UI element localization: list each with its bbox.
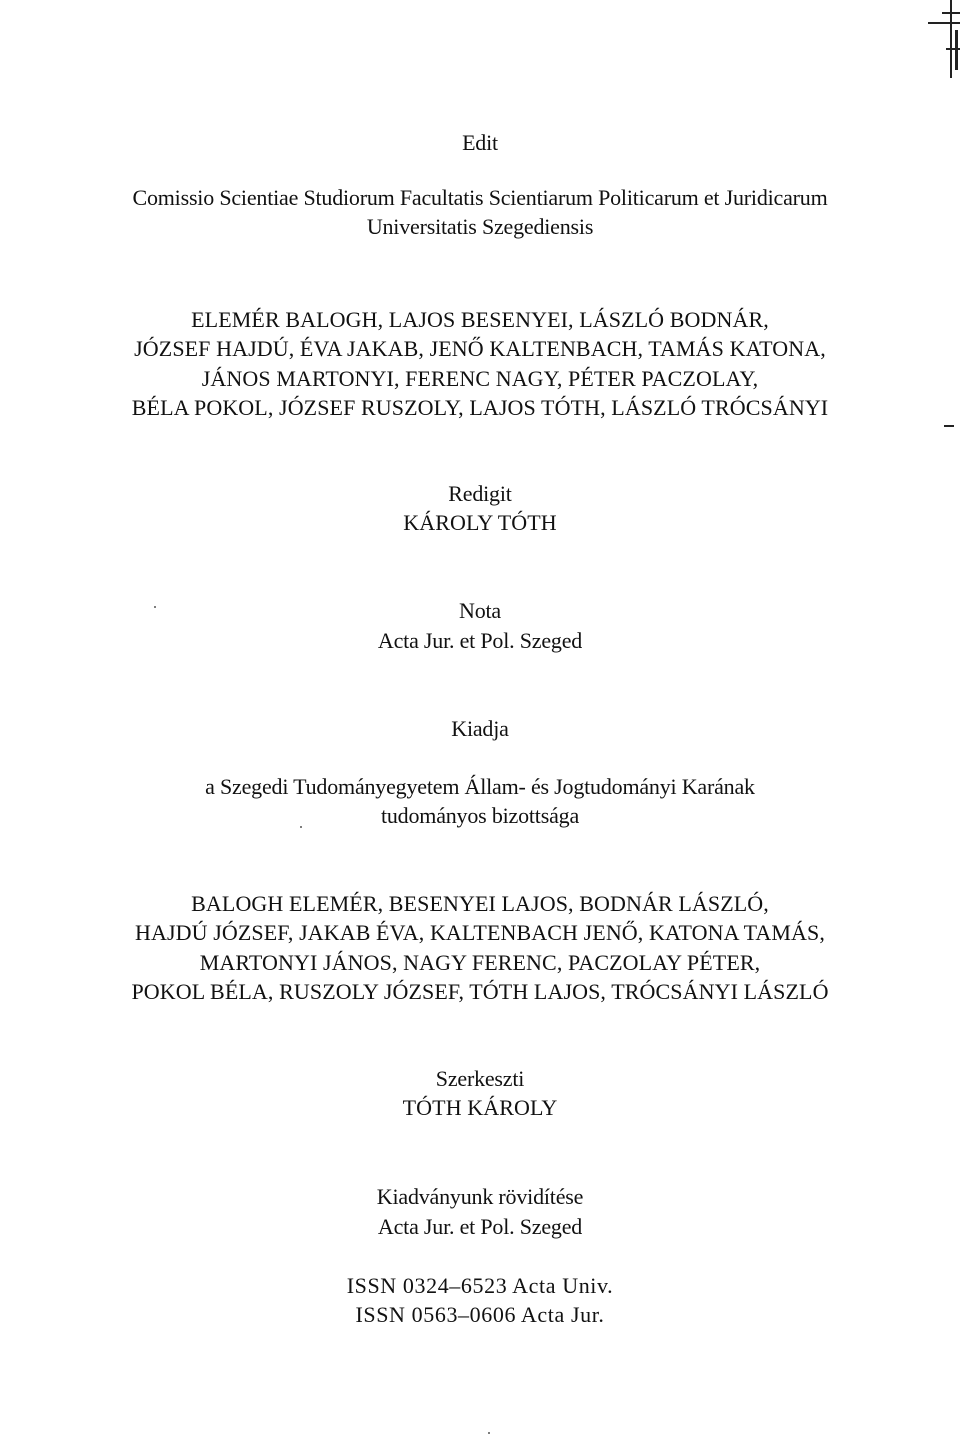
edit-label: Edit <box>462 130 498 155</box>
edit-members-line-2: JÓZSEF HAJDÚ, ÉVA JAKAB, JENŐ KALTENBACH, TAMÁS KATONA, <box>134 336 826 361</box>
publisher-line-2: tudományos bizottsága <box>380 803 580 828</box>
issn-line-2: ISSN 0563–0606 Acta Jur. <box>355 1302 605 1327</box>
issn-line-1: ISSN 0324–6523 Acta Univ. <box>346 1273 614 1298</box>
scan-artifact <box>928 22 960 24</box>
szerkeszti-label: Szerkeszti <box>435 1066 525 1091</box>
scan-speck <box>488 1432 490 1434</box>
kiadja-members-line-4: POKOL BÉLA, RUSZOLY JÓZSEF, TÓTH LAJOS, TRÓCSÁNYI LÁSZLÓ <box>131 979 829 1004</box>
kiadja-members-line-1: BALOGH ELEMÉR, BESENYEI LAJOS, BODNÁR LÁSZLÓ, <box>191 891 769 916</box>
kiadja-members-line-3: MARTONYI JÁNOS, NAGY FERENC, PACZOLAY PÉTER, <box>199 950 761 975</box>
commission-line-2: Universitatis Szegediensis <box>366 214 594 239</box>
redigit-label: Redigit <box>448 481 512 506</box>
nota-label: Nota <box>459 598 501 623</box>
scan-artifact <box>950 0 952 78</box>
edit-members-line-4: BÉLA POKOL, JÓZSEF RUSZOLY, LAJOS TÓTH, LÁSZLÓ TRÓCSÁNYI <box>131 395 829 420</box>
abbreviation-value: Acta Jur. et Pol. Szeged <box>377 1214 583 1239</box>
scan-artifact <box>955 30 958 70</box>
scan-artifact <box>944 425 954 427</box>
abbreviation-label: Kiadványunk rövidítése <box>376 1184 584 1209</box>
nota-value: Acta Jur. et Pol. Szeged <box>377 628 583 653</box>
kiadja-members-line-2: HAJDÚ JÓZSEF, JAKAB ÉVA, KALTENBACH JENŐ, KATONA TAMÁS, <box>135 920 825 945</box>
kiadja-label: Kiadja <box>451 716 509 741</box>
redigit-name: KÁROLY TÓTH <box>403 510 557 535</box>
edit-members-line-3: JÁNOS MARTONYI, FERENC NAGY, PÉTER PACZOLAY, <box>201 366 759 391</box>
scan-artifact <box>946 48 960 50</box>
szerkeszti-name: TÓTH KÁROLY <box>402 1095 558 1120</box>
commission-line-1: Comissio Scientiae Studiorum Facultatis Scientiarum Politicarum et Juridicarum <box>132 185 828 210</box>
publisher-line-1: a Szegedi Tudományegyetem Állam- és Jogtudományi Karának <box>205 774 755 799</box>
edit-members-line-1: ELEMÉR BALOGH, LAJOS BESENYEI, LÁSZLÓ BODNÁR, <box>191 307 769 332</box>
